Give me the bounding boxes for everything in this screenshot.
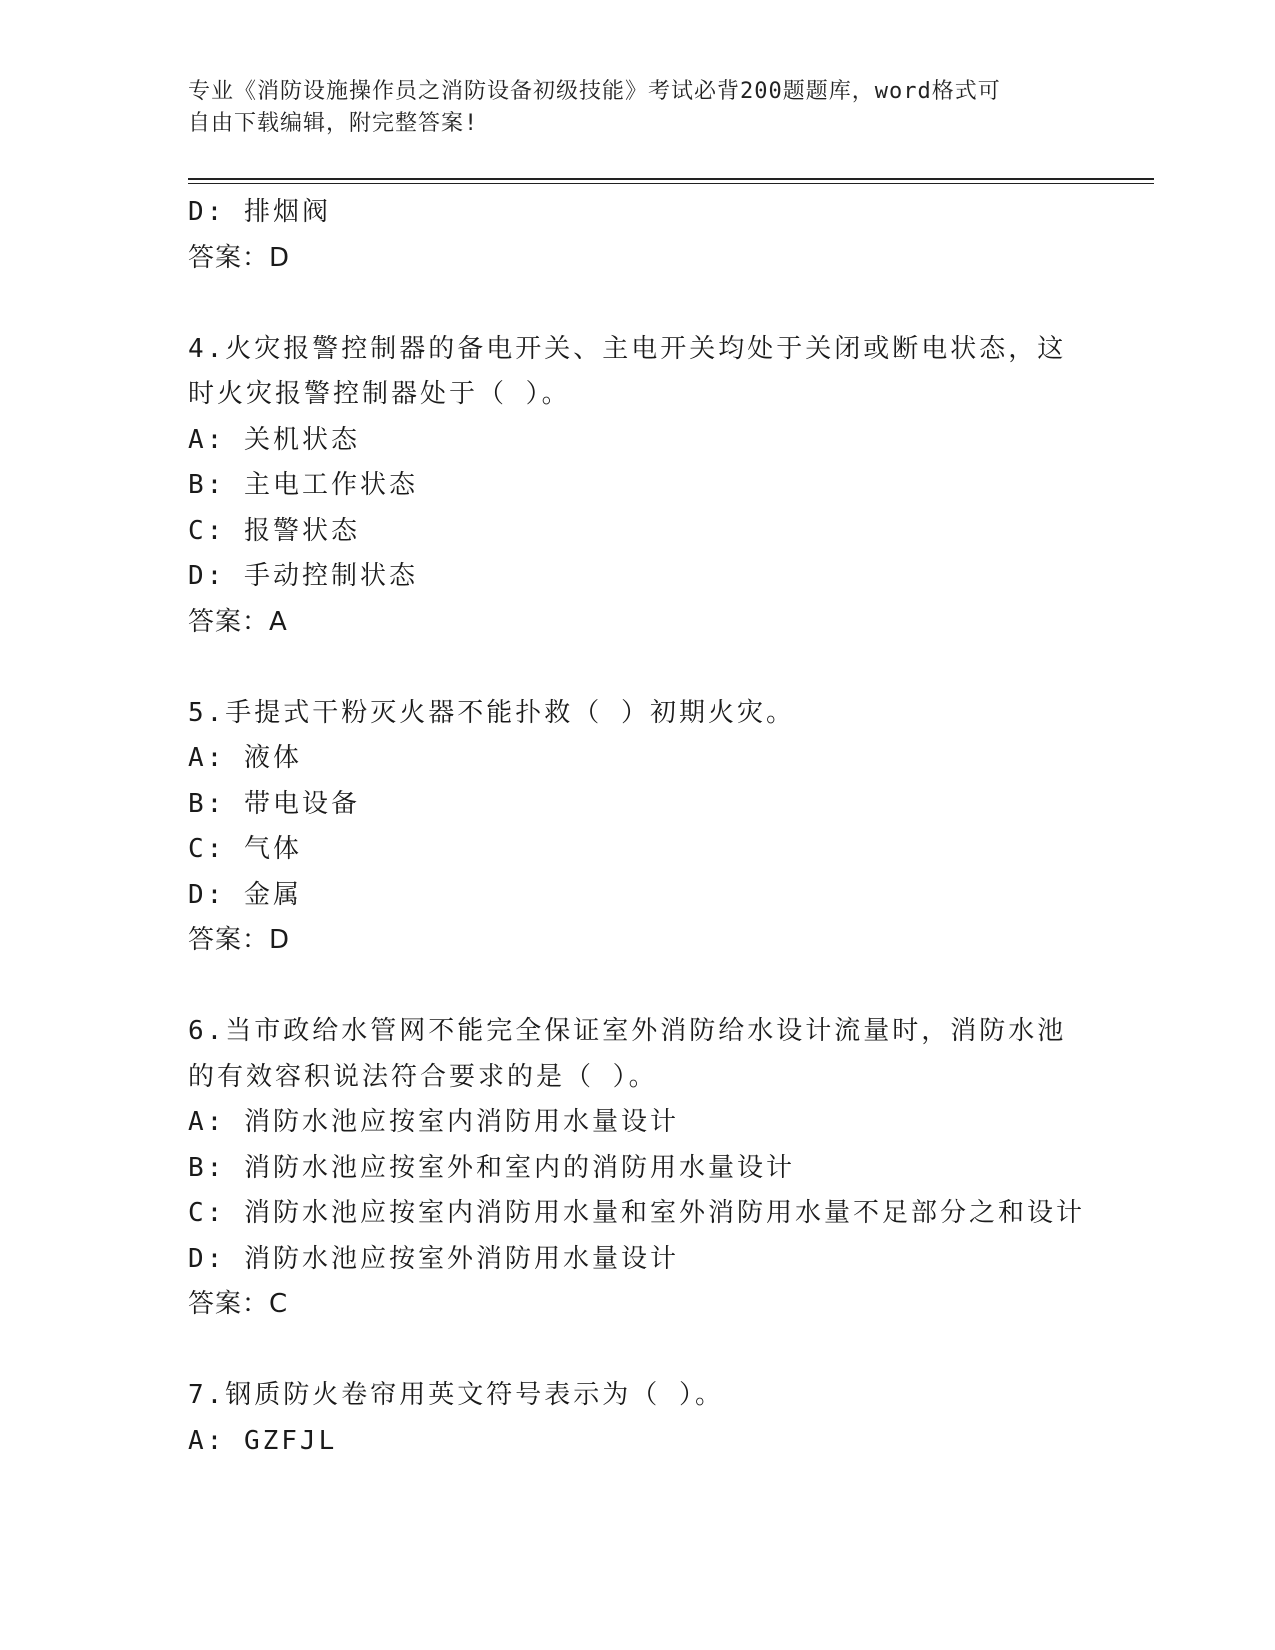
option-a: A: GZFJL (188, 1425, 338, 1456)
question-text: 7.钢质防火卷帘用英文符号表示为（ ）。 (188, 1380, 724, 1410)
header-divider-thin (188, 183, 1154, 184)
option-d: D: 消防水池应按室外消防用水量设计 (188, 1243, 679, 1274)
answer-line: 答案：C (188, 1289, 289, 1319)
option-a: A: 消防水池应按室内消防用水量设计 (188, 1107, 679, 1137)
spacer (188, 281, 1088, 327)
option-b: B: 带电设备 (188, 788, 360, 819)
header-line-1: 专业《消防设施操作员之消防设备初级技能》考试必背200题题库，word格式可 (188, 79, 1001, 104)
option-c: C: 气体 (188, 834, 302, 864)
spacer (188, 964, 1088, 1010)
question-block-5 (188, 691, 1088, 964)
question-text-cont: 时火灾报警控制器处于（ ）。 (188, 379, 571, 409)
spacer (188, 645, 1088, 691)
header-line-2: 自由下载编辑，附完整答案! (188, 111, 479, 136)
question-text-cont: 的有效容积说法符合要求的是（ ）。 (188, 1061, 658, 1092)
header-divider-thick (188, 178, 1154, 180)
question-block-4 (188, 327, 1088, 646)
question-block-6 (188, 1009, 1088, 1328)
option-c: C: 消防水池应按室内消防用水量和室外消防用水量不足部分之和设计 (188, 1198, 1085, 1228)
spacer (188, 1328, 1088, 1374)
option-b: B: 消防水池应按室外和室内的消防用水量设计 (188, 1152, 795, 1183)
option-d: D: 排烟阀 (188, 197, 331, 227)
option-c: C: 报警状态 (188, 515, 360, 546)
option-b: B: 主电工作状态 (188, 470, 418, 500)
question-text: 4.火灾报警控制器的备电开关、主电开关均处于关闭或断电状态，这 (188, 333, 1067, 364)
question-text: 6.当市政给水管网不能完全保证室外消防给水设计流量时，消防水池 (188, 1016, 1067, 1046)
option-d: D: 手动控制状态 (188, 561, 418, 591)
option-a: A: 液体 (188, 743, 302, 773)
page-header (188, 76, 1078, 140)
question-text: 5.手提式干粉灭火器不能扑救（ ）初期火灾。 (188, 697, 795, 728)
question-list (188, 190, 1088, 1464)
option-d: D: 金属 (188, 879, 302, 910)
answer-line: 答案：A (188, 606, 288, 637)
question-block-7 (188, 1373, 1088, 1464)
option-a: A: 关机状态 (188, 424, 360, 455)
answer-line: 答案：D (188, 925, 291, 955)
answer-line: 答案：D (188, 242, 291, 273)
